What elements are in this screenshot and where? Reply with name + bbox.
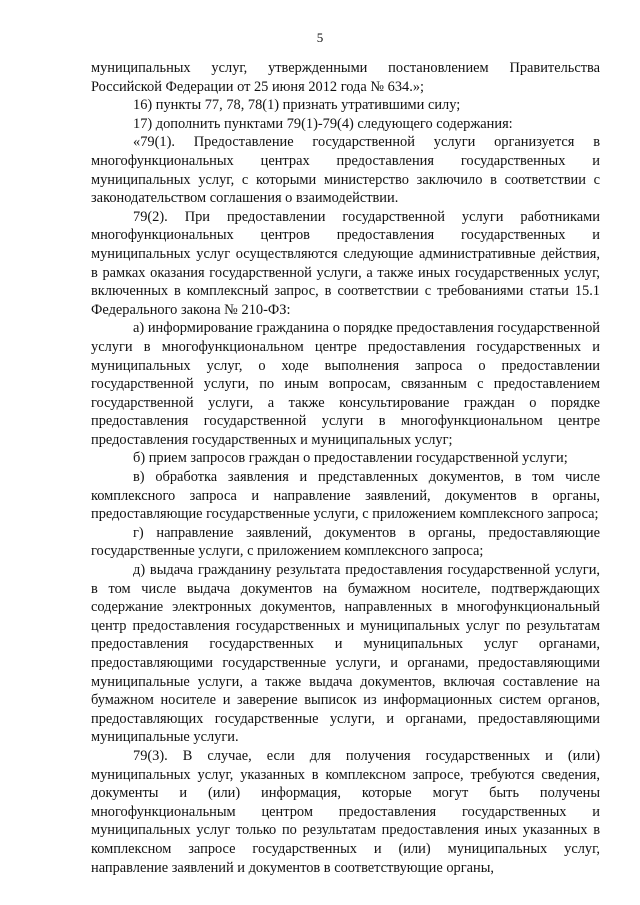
paragraph-item-17: 17) дополнить пунктами 79(1)-79(4) следующего содержания:	[133, 115, 513, 132]
paragraph-subitem-v: в) обработка заявления и представленных документов, в том числе комплексного запроса и направление заявлений, документов в органы, предоставляющие государственные услуги, с приложением комплексного запроса;	[91, 469, 600, 523]
paragraph-subitem-a: а) информирование гражданина о порядке предоставления государственной услуги в многофункциональном центре предоставления государственных и муниципальных услуг, о ходе выполнения запроса о предоставлении государственной услуги, по иным вопросам, связанным с предоставлением государственной услуги, а также консультирование граждан о порядке предоставления государственной услуги в многофункциональном центре предоставления государственных и муниципальных услуг;	[91, 320, 600, 448]
paragraph-79-1: «79(1). Предоставление государственной услуги организуется в многофункциональных центрах предоставления государственных и муниципальных услуг, с которыми министерство заключило в соответствии с законодательством соглашения о взаимодействии.	[91, 134, 600, 207]
paragraph-item-16: 16) пункты 77, 78, 78(1) признать утратившими силу;	[133, 97, 461, 114]
document-body	[91, 59, 600, 877]
page-number: 5	[316, 30, 324, 45]
paragraph-subitem-d: д) выдача гражданину результата предоставления государственной услуги, в том числе выдача документов на бумажном носителе, подтверждающих содержание электронных документов, направленных в многофункциональный центр предоставления государственных и муниципальных услуг по результатам предоставления государственных и муниципальных услуг органами, предоставляющими государственные услуги, и органами, предоставляющими муниципальные услуги, а также выдача документов, включая составление на бумажном носителе и заверение выписок из информационных систем органов, предоставляющих государственные услуги, и органами, предоставляющими муниципальные услуги.	[91, 562, 600, 746]
paragraph-continuation: муниципальных услуг, утвержденными постановлением Правительства Российской Федерации от 25 июня 2012 года № 634.»;	[91, 60, 600, 95]
paragraph-79-3: 79(3). В случае, если для получения государственных и (или) муниципальных услуг, указанных в комплексном запросе, требуются сведения, документы и (или) информация, которые могут быть получены многофункциональным центром предоставления государственных и муниципальных услуг только по результатам предоставления иных указанных в комплексном запросе государственных и (или) муниципальных услуг, направление заявлений и документов в соответствующие органы,	[91, 747, 600, 876]
paragraph-subitem-b: б) прием запросов граждан о предоставлении государственной услуги;	[133, 450, 568, 467]
paragraph-subitem-g: г) направление заявлений, документов в органы, предоставляющие государственные услуги, с приложением комплексного запроса;	[91, 524, 600, 560]
paragraph-79-2: 79(2). При предоставлении государственной услуги работниками многофункциональных центров предоставления государственных и муниципальных услуг осуществляются следующие административные действия, в рамках оказания государственной услуги, а также иных государственных услуг, включенных в комплексный запрос, в соответствии с требованиями статьи 15.1 Федерального закона № 210-ФЗ:	[91, 208, 600, 318]
